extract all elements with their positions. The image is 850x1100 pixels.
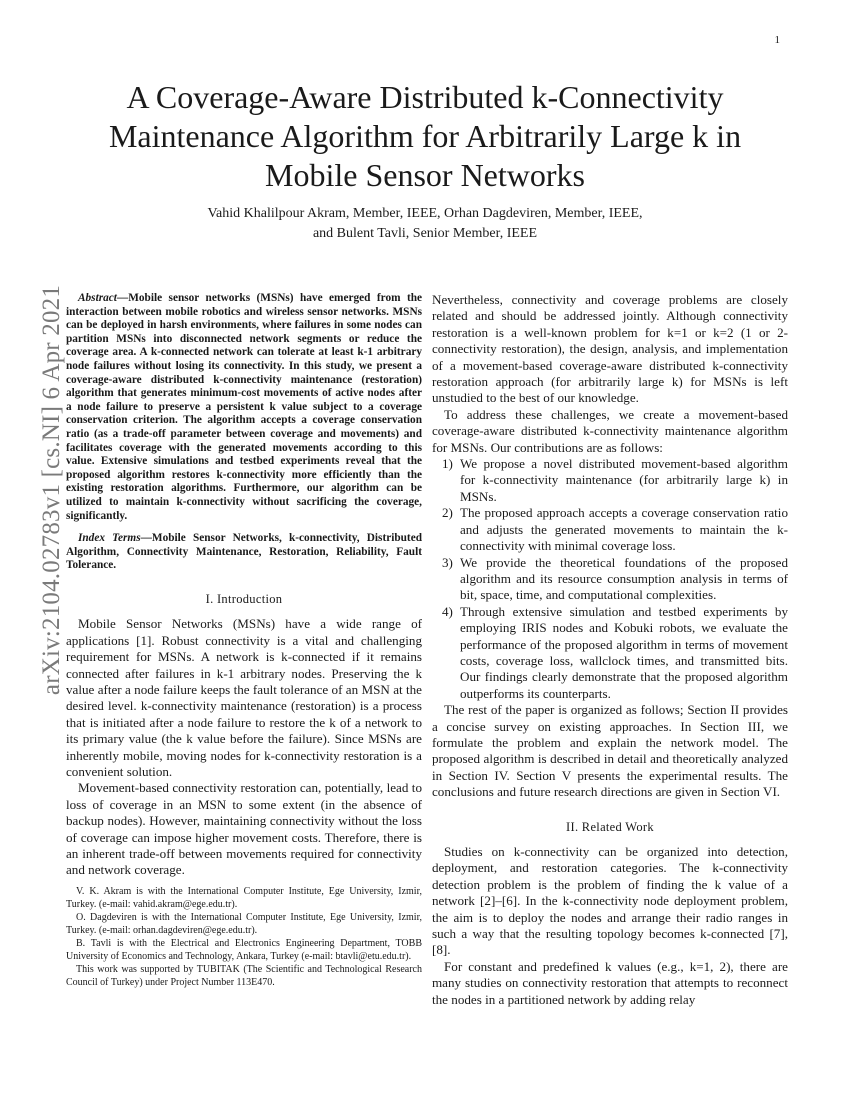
list-item: [442, 456, 788, 505]
right-paragraph-2: To address these challenges, we create a movement-based coverage-aware distributed k-connectivity maintenance algorithm for MSNs. Our contributions are as follows:: [432, 406, 788, 455]
list-item: [442, 603, 788, 702]
authors: [70, 204, 780, 244]
list-item-text: The proposed approach accepts a coverage conservation ratio and adjusts the generated movements to maintain the k-connectivity with minimal coverage loss.: [460, 505, 788, 554]
paper-title: A Coverage-Aware Distributed k-Connectivity Maintenance Algorithm for Arbitrarily Large k in Mobile Sensor Networks: [108, 79, 742, 193]
index-terms-text: —Mobile Sensor Networks, k-connectivity, Distributed Algorithm, Connectivity Maintenance, Restoration, Reliability, Fault Tolerance.: [66, 532, 422, 572]
footnotes: [66, 885, 422, 989]
index-terms-lead: Index Terms: [78, 532, 141, 545]
right-paragraph-1: Nevertheless, connectivity and coverage problems are closely related and should be addressed jointly. Although connectivity restoration is a well-known problem for k=1 or k=2 (1 or 2-connectivity restoration), the design, analysis, and implementation of a movement-based coverage-aware distributed k-connectivity restoration approach (for arbitrarily large k) for MSNs is left unstudied to the best of our knowledge.: [432, 292, 788, 406]
contributions-list: [432, 456, 788, 702]
abstract-text: —Mobile sensor networks (MSNs) have emerged from the interaction between mobile robotics and wireless sensor networks. MSNs can be deployed in harsh environments, where failures in some nodes can partition MSNs into disconnected network segments or reduce the coverage area. A k-connected network can tolerate at least k-1 arbitrary node failures without losing its connectivity. In this study, we present a coverage-aware distributed k-connectivity maintenance (restoration) algorithm that generates minimum-cost movements of active nodes after a node failure to preserve a persistent k value subject to a coverage conservation criterion. The algorithm accepts a coverage conservation ratio (as a trade-off parameter between coverage and movements) and facilitates coverage with the generated movements according to this value. Extensive simulations and testbed experiments reveal that the proposed algorithm restores k-connectivity more efficiently than the existing restoration algorithms. Furthermore, our algorithm can be utilized to maintain k-connectivity without sacrificing the coverage, significantly.: [66, 292, 422, 522]
intro-paragraph-1: Mobile Sensor Networks (MSNs) have a wide range of applications [1]. Robust connectivity is a vital and challenging requirement for MSNs. A network is k-connected if it remains connected after failures in k-1 arbitrary nodes. Preserving the k value after a node failure keeps the fault tolerance of an MSN at the desired level. k-connectivity maintenance (restoration) is a process that is initiated after a node failure to restore the k of a network to its primary value (the k value before the failure). Since MSNs are inherently mobile, moving nodes for k-connectivity restoration is a convenient solution.: [66, 616, 422, 779]
list-item-text: We provide the theoretical foundations of the proposed algorithm and its resource consumption analysis in terms of bit, space, time, and computational complexities.: [460, 554, 788, 603]
abstract-lead: Abstract: [78, 292, 117, 304]
page-number: 1: [774, 34, 780, 46]
list-item-number: 1): [442, 456, 453, 472]
related-paragraph-2: For constant and predefined k values (e.g., k=1, 2), there are many studies on connectivity restoration that attempts to reconnect the nodes in a partitioned network by adding relay: [432, 958, 788, 1007]
left-column: [66, 292, 422, 989]
authors-line-2: and Bulent Tavli, Senior Member, IEEE: [312, 226, 538, 241]
intro-paragraph-2: Movement-based connectivity restoration can, potentially, lead to loss of coverage in an MSN to some extent (in the absence of backup nodes). However, maintaining connectivity without the loss of coverage can impose higher movement costs. Therefore, there is an inherent trade-off between movements required for connectivity and network coverage.: [66, 780, 422, 878]
list-item: [442, 505, 788, 554]
right-paragraph-3: The rest of the paper is organized as follows; Section II provides a concise survey on existing approaches. In Section III, we formulate the problem and explain the network model. The proposed algorithm is described in detail and theoretically analyzed in Section IV. Section V presents the experimental results. The conclusions and future research directions are given in Section VI.: [432, 702, 788, 800]
authors-line-1: Vahid Khalilpour Akram, Member, IEEE, Orhan Dagdeviren, Member, IEEE,: [207, 206, 643, 221]
footnote-tavli: B. Tavli is with the Electrical and Electronics Engineering Department, TOBB University of Economics and Technology, Ankara, Turkey (e-mail: btavli@etu.edu.tr).: [66, 937, 422, 962]
footnote-dagdeviren: O. Dagdeviren is with the International Computer Institute, Ege University, Izmir, Turkey. (e-mail: orhan.dagdeviren@ege.edu.tr).: [66, 911, 422, 936]
abstract: [66, 292, 422, 523]
list-item: [442, 554, 788, 604]
arxiv-stamp: arXiv:2104.02783v1 [cs.NI] 6 Apr 2021: [38, 284, 65, 696]
section-heading-related-work: II. Related Work: [566, 819, 654, 834]
list-item-text: Through extensive simulation and testbed experiments by employing IRIS nodes and Kobuki robots, we evaluate the performance of the proposed algorithm in terms of movement costs, coverage loss, wallclock times, and transmitted bits. Our findings clearly demonstrate that the proposed algorithm outperforms its counterparts.: [460, 603, 788, 701]
list-item-number: 2): [442, 505, 453, 521]
index-terms: [66, 532, 422, 573]
footnote-funding: This work was supported by TUBITAK (The Scientific and Technological Research Council of Turkey) under Project Number 113E470.: [66, 963, 422, 988]
related-paragraph-1: Studies on k-connectivity can be organized into detection, deployment, and restoration categories. The k-connectivity detection problem is the problem of finding the k value of a network [2]–[6]. In the k-connectivity node deployment problem, the aim is to deploy the nodes and arrange their radio ranges in such a way that the resulting topology becomes k-connected [7], [8].: [432, 844, 788, 958]
list-item-number: 4): [442, 603, 453, 619]
section-heading-introduction: I. Introduction: [205, 591, 283, 606]
list-item-number: 3): [442, 554, 453, 570]
list-item-text: We propose a novel distributed movement-based algorithm for k-connectivity maintenance (for arbitrarily large k) in MSNs.: [460, 456, 788, 504]
right-column: [432, 292, 788, 1008]
footnote-akram: V. K. Akram is with the International Computer Institute, Ege University, Izmir, Turkey. (e-mail: vahid.akram@ege.edu.tr).: [66, 885, 422, 910]
